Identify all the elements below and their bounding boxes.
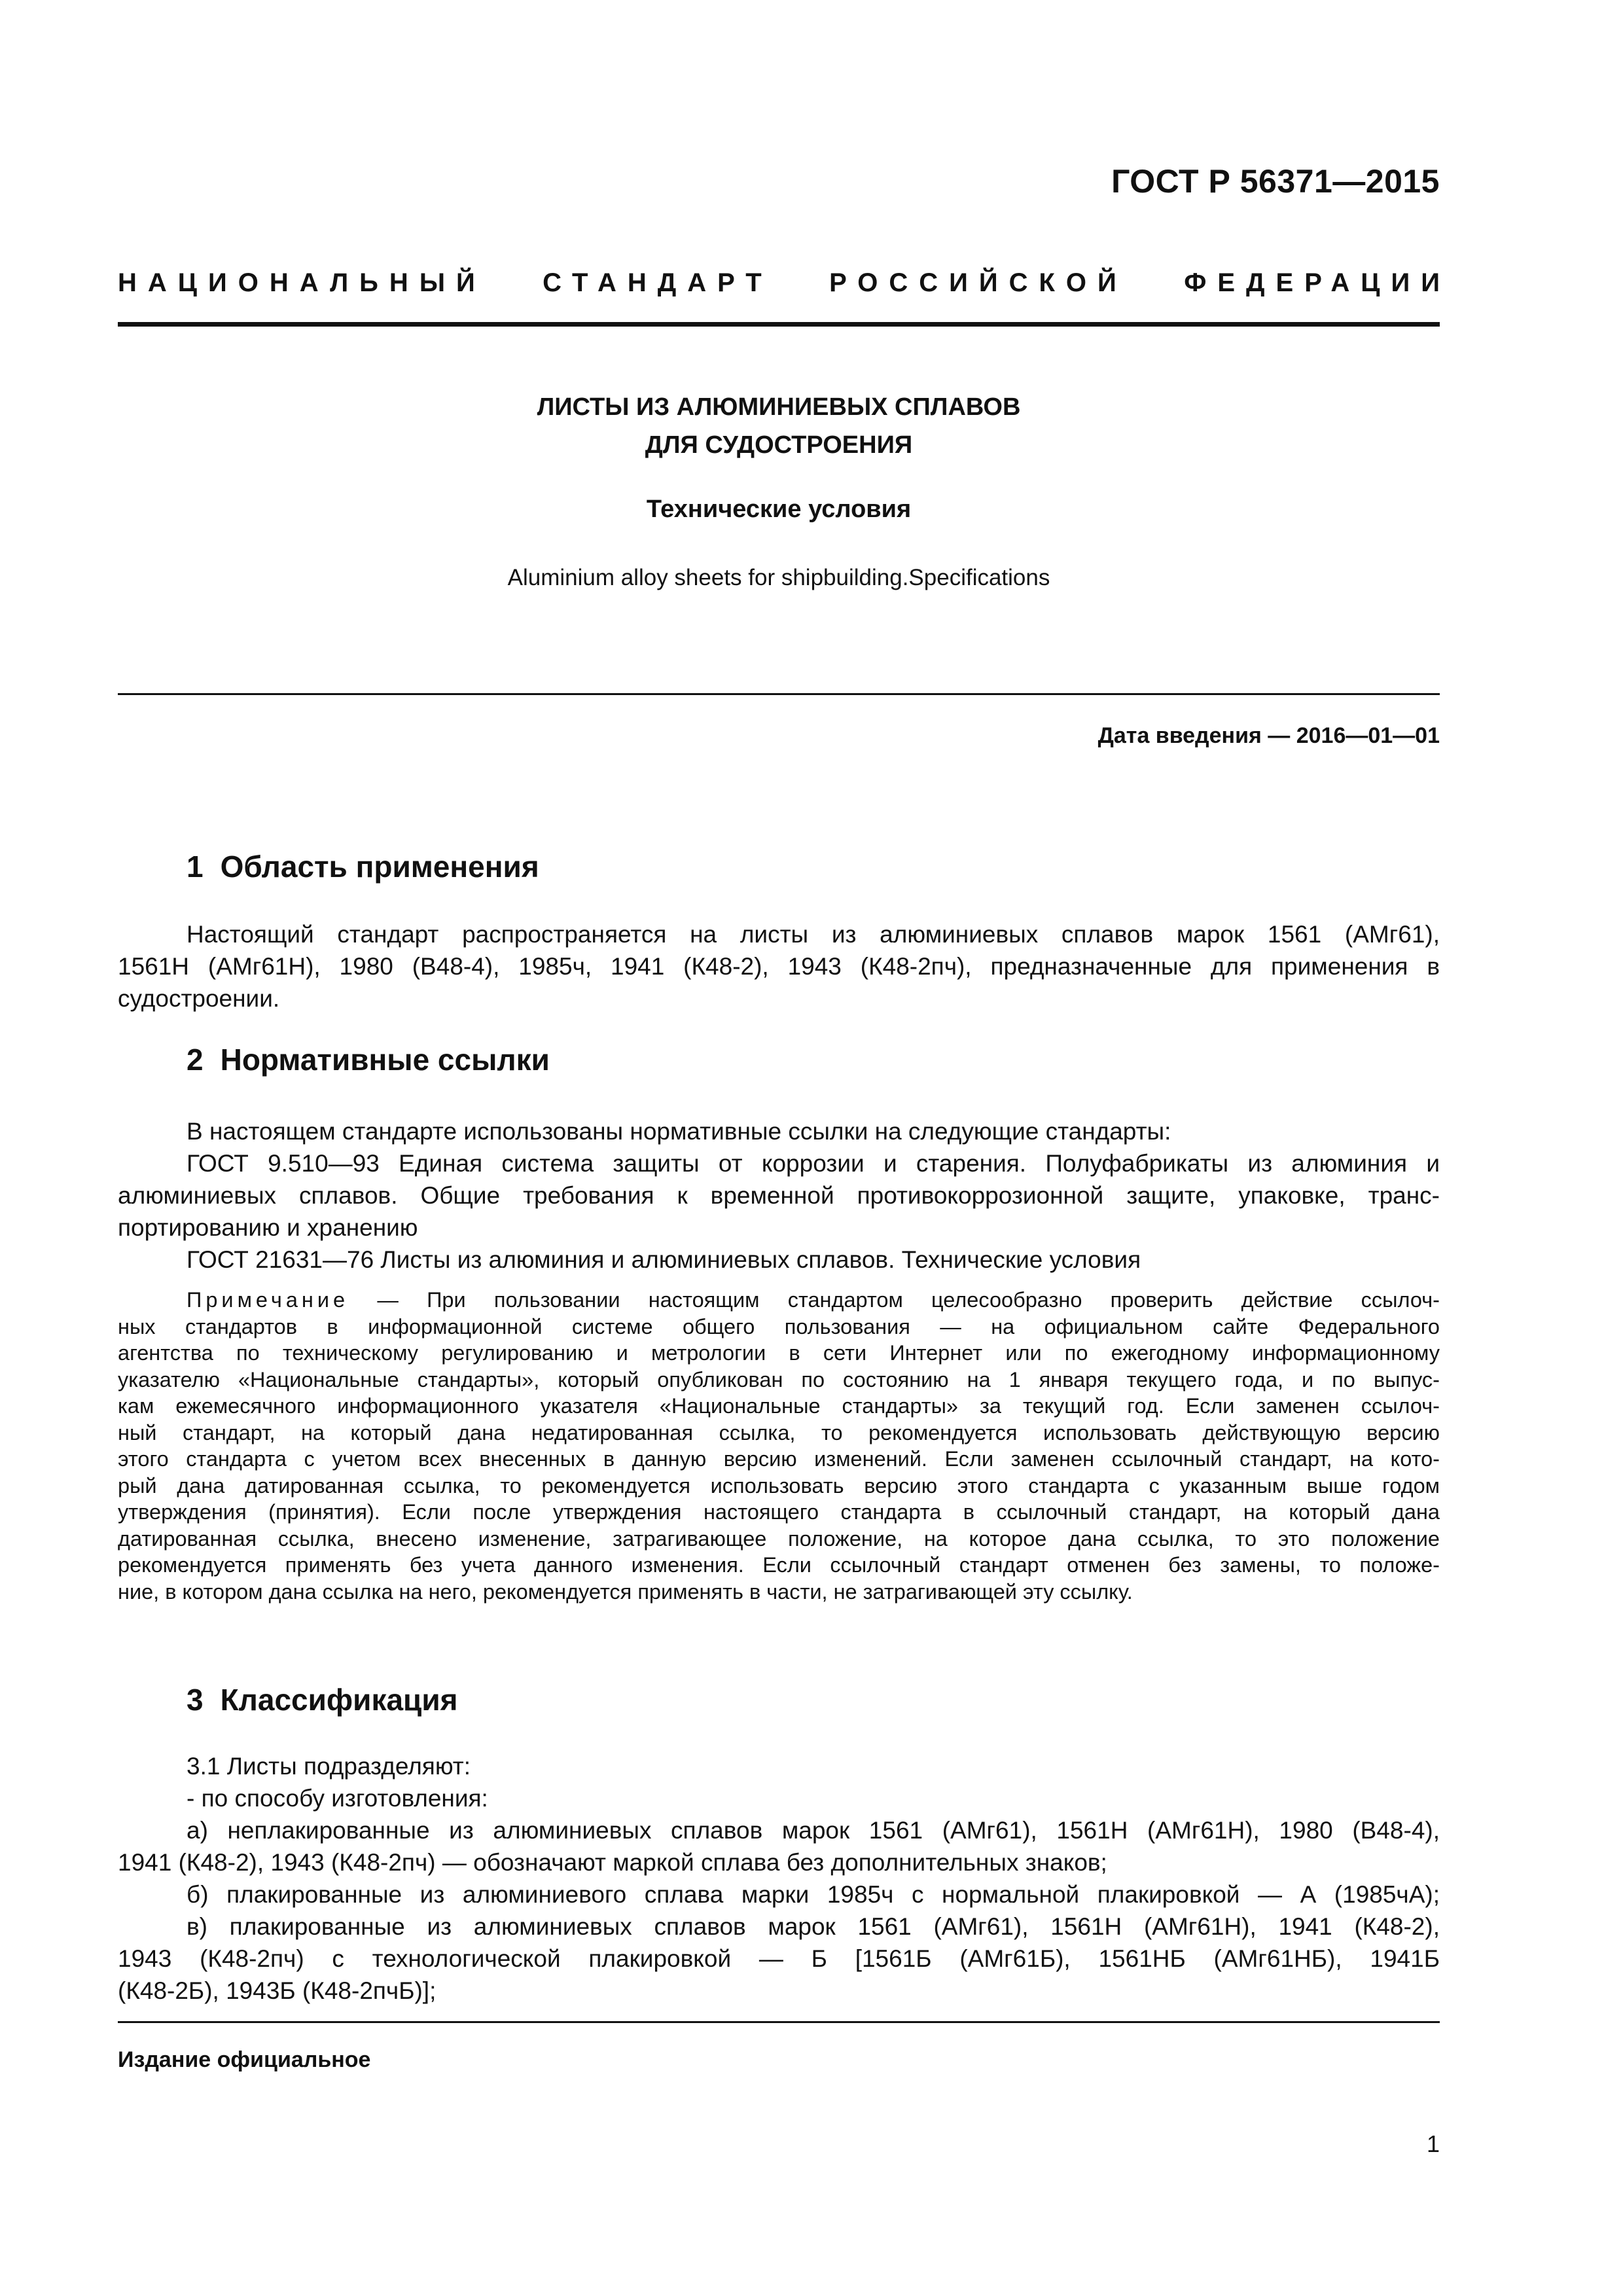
text-line: ный стандарт, на который дана недатированная ссылка, то рекомендуется использовать действующую версию	[118, 1420, 1440, 1444]
header-divider	[118, 322, 1440, 327]
text-line: судостроении.	[118, 985, 280, 1012]
banner-word: НАЦИОНАЛЬНЫЙ	[118, 268, 486, 297]
text-line: (К48-2Б), 1943Б (К48-2пчБ)];	[118, 1977, 437, 2004]
title-line: ЛИСТЫ ИЗ АЛЮМИНИЕВЫХ СПЛАВОВ	[537, 393, 1021, 421]
text-line: 1943 (К48-2пч) с технологической плакировкой — Б [1561Б (АМг61Б), 1561НБ (АМг61НБ), 1941Б	[118, 1945, 1440, 1972]
section-title: Нормативные ссылки	[220, 1043, 550, 1077]
section-3-body	[118, 1750, 1440, 2007]
list-intro: - по способу изготовления:	[187, 1785, 488, 1812]
banner-word: СТАНДАРТ	[543, 268, 773, 297]
text-line: 1561Н (АМг61Н), 1980 (В48-4), 1985ч, 1941 (К48-2), 1943 (К48-2пч), предназначенные для применения в	[118, 953, 1440, 980]
section-heading	[187, 1042, 550, 1077]
section-number: 2	[187, 1043, 204, 1077]
section-title: Классификация	[220, 1683, 458, 1717]
section-heading	[187, 1682, 457, 1717]
text-line: указателю «Национальные стандарты», который опубликован по состоянию на 1 января текущего года, и по выпус-	[118, 1367, 1440, 1391]
document-title	[118, 388, 1440, 464]
text-line: датированная ссылка, внесено изменение, затрагивающее положение, на которое дана ссылка, то это положение	[118, 1526, 1440, 1551]
list-item-c: в) плакированные из алюминиевых сплавов марок 1561 (АМг61), 1561Н (АМг61Н), 1941 (К48-2),	[187, 1913, 1440, 1940]
list-item-b: б) плакированные из алюминиевого сплава марки 1985ч с нормальной плакировкой — А (1985чА);	[187, 1881, 1440, 1908]
text-line: алюминиевых сплавов. Общие требования к временной противокоррозионной защите, упаковке, транс-	[118, 1182, 1440, 1209]
title-line: ДЛЯ СУДОСТРОЕНИЯ	[645, 431, 913, 459]
text-line: этого стандарта с учетом всех внесенных в данную версию изменений. Если заменен ссылочный стандарт, на кото-	[118, 1447, 1440, 1471]
banner-word: РОССИЙСКОЙ	[829, 268, 1128, 297]
text-line: В настоящем стандарте использованы нормативные ссылки на следующие стандарты:	[187, 1118, 1171, 1145]
note-block	[118, 1287, 1440, 1605]
document-subtitle: Технические условия	[646, 495, 912, 523]
note-label: Примечание	[187, 1288, 349, 1312]
reference-gost-9510: ГОСТ 9.510—93 Единая система защиты от коррозии и старения. Полуфабрикаты из алюминия и	[187, 1150, 1440, 1177]
section-heading	[187, 849, 539, 884]
banner-word: ФЕДЕРАЦИИ	[1184, 268, 1451, 297]
gost-number: ГОСТ Р 56371—2015	[1111, 163, 1440, 200]
national-standard-banner	[118, 268, 1451, 298]
section-number: 3	[187, 1683, 204, 1717]
text-line	[118, 1287, 1440, 1314]
text-line: Настоящий стандарт распространяется на листы из алюминиевых сплавов марок 1561 (АМг61),	[187, 921, 1440, 948]
text-line: ние, в котором дана ссылка на него, рекомендуется применять в части, не затрагивающей эту ссылку.	[118, 1579, 1133, 1604]
text-line: портированию и хранению	[118, 1214, 418, 1241]
section-number: 1	[187, 850, 204, 884]
clause-3-1: 3.1 Листы подразделяют:	[187, 1753, 471, 1780]
introduction-date: Дата введения — 2016—01—01	[1097, 723, 1440, 748]
section-title: Область применения	[220, 850, 539, 884]
text-line: ных стандартов в информационной системе общего пользования — на официальном сайте Федерального	[118, 1314, 1440, 1338]
page-number: 1	[1426, 2130, 1440, 2157]
official-edition-label: Издание официальное	[118, 2047, 371, 2072]
english-title: Aluminium alloy sheets for shipbuilding.Specifications	[507, 565, 1050, 590]
footer-divider	[118, 2021, 1440, 2023]
text-line: рый дана датированная ссылка, то рекомендуется использовать версию этого стандарта с указанным выше годом	[118, 1473, 1440, 1498]
section-1-body	[118, 918, 1440, 1014]
text-line: кам ежемесячного информационного указателя «Национальные стандарты» за текущий год. Если заменен ссылоч-	[118, 1394, 1440, 1418]
reference-gost-21631: ГОСТ 21631—76 Листы из алюминия и алюминиевых сплавов. Технические условия	[187, 1246, 1141, 1273]
note-text: — При пользовании настоящим стандартом целесообразно проверить действие ссылоч-	[349, 1288, 1440, 1312]
section-2-body	[118, 1115, 1440, 1276]
text-line: утверждения (принятия). Если после утверждения настоящего стандарта в ссылочный стандарт, на который дана	[118, 1500, 1440, 1524]
list-item-a: а) неплакированные из алюминиевых сплавов марок 1561 (АМг61), 1561Н (АМг61Н), 1980 (В48-4),	[187, 1817, 1440, 1844]
text-line: 1941 (К48-2), 1943 (К48-2пч) — обозначают маркой сплава без дополнительных знаков;	[118, 1849, 1107, 1876]
text-line: агентства по техническому регулированию и метрологии в сети Интернет или по ежегодному информационному	[118, 1341, 1440, 1365]
title-divider	[118, 693, 1440, 695]
text-line: рекомендуется применять без учета данного изменения. Если ссылочный стандарт отменен без замены, то положе-	[118, 1553, 1440, 1577]
